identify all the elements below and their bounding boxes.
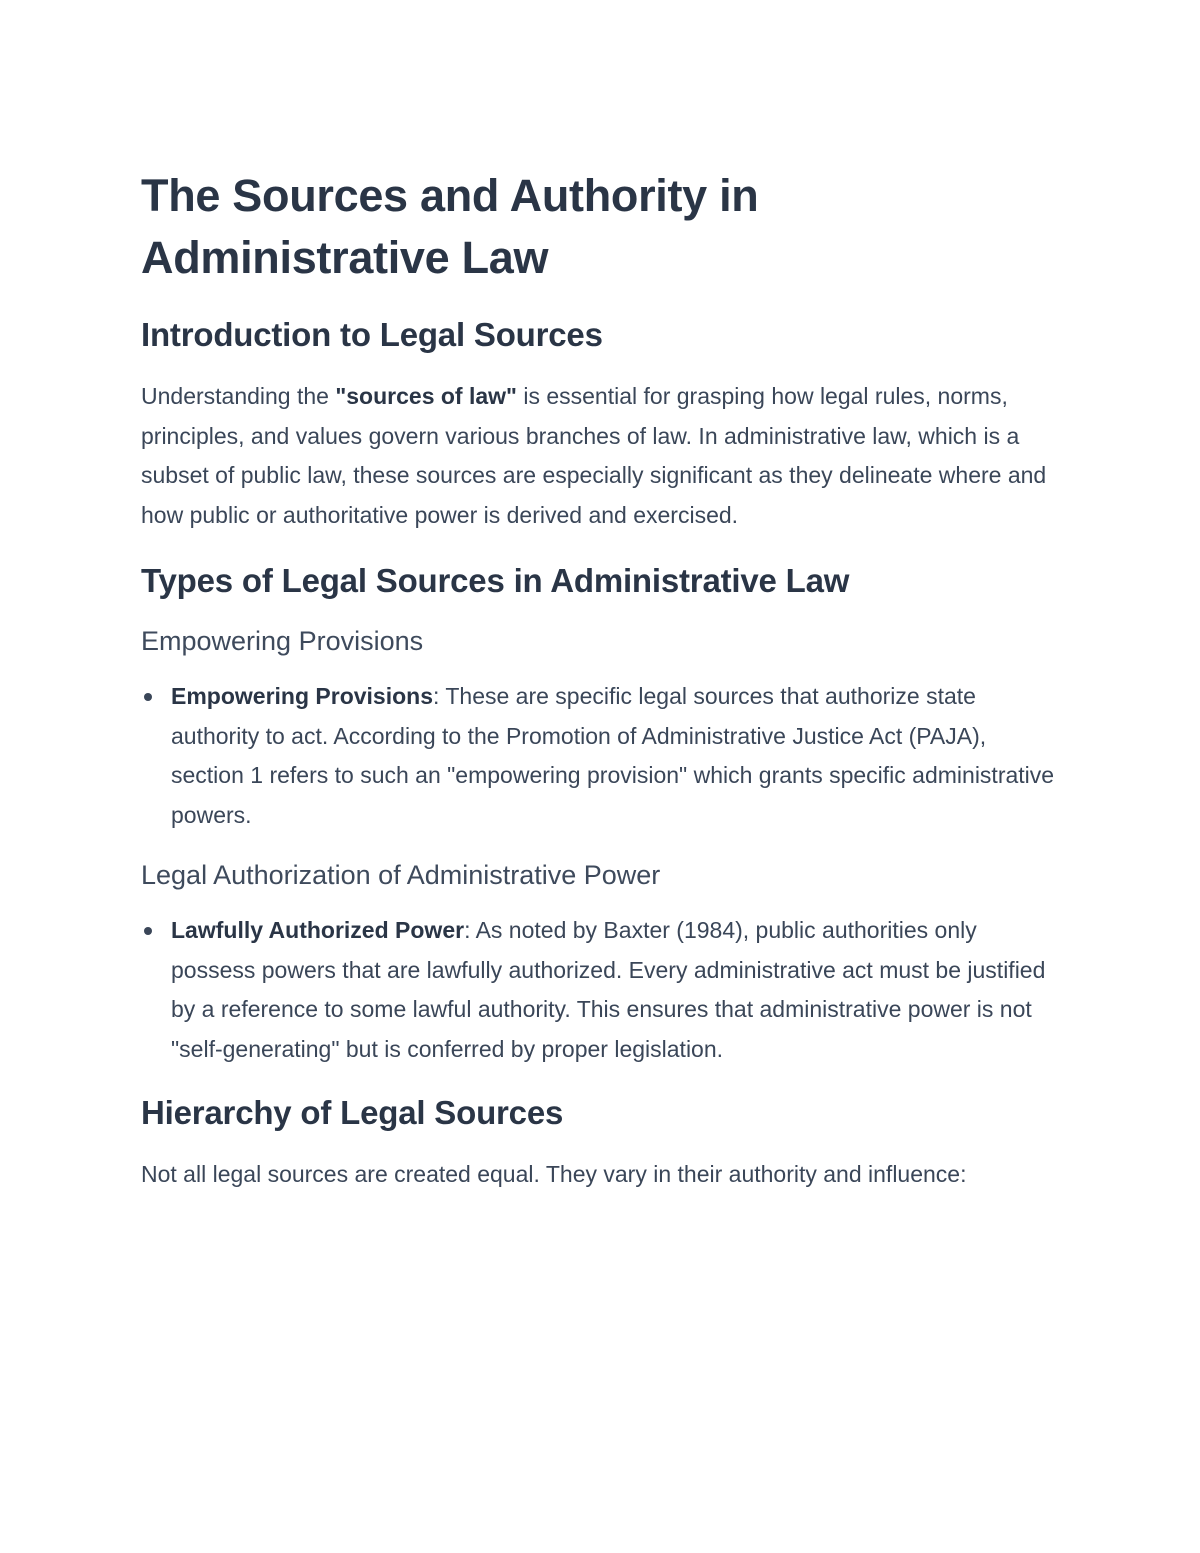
authorization-subheading: Legal Authorization of Administrative Power — [141, 860, 661, 890]
bullet-icon — [144, 927, 152, 935]
empowering-subheading: Empowering Provisions — [141, 626, 424, 656]
intro-section — [141, 313, 1061, 535]
intro-bold-term: "sources of law" — [335, 383, 517, 409]
intro-text-before: Understanding the — [141, 383, 336, 409]
hierarchy-section — [141, 1091, 1061, 1195]
hierarchy-heading: Hierarchy of Legal Sources — [141, 1094, 564, 1131]
bullet-label: Empowering Provisions — [171, 683, 433, 709]
authorization-list — [141, 911, 1061, 1069]
document-page — [141, 165, 1061, 1219]
intro-paragraph — [141, 377, 1061, 535]
bullet-icon — [144, 693, 152, 701]
intro-text-after: is essential for grasping how legal rules, norms, principles, and values govern various branches of law. In administrative law, which is a subset of public law, these sources are especially significant as they delineate where and how public or authoritative power is derived and exercised. — [141, 383, 1047, 528]
types-section — [141, 559, 1061, 1069]
types-heading: Types of Legal Sources in Administrative Law — [141, 562, 850, 599]
empowering-list — [141, 677, 1061, 835]
bullet-text: : These are specific legal sources that authorize state authority to act. According to the Promotion of Administrative Justice Act (PAJA), section 1 refers to such an "empowering provision" which grants specific administrative powers. — [171, 683, 1055, 828]
list-item — [141, 911, 1061, 1069]
bullet-label: Lawfully Authorized Power — [171, 917, 465, 943]
intro-heading: Introduction to Legal Sources — [141, 316, 603, 353]
list-item — [141, 677, 1061, 835]
bullet-text: : As noted by Baxter (1984), public authorities only possess powers that are lawfully authorized. Every administrative act must be justified by a reference to some lawful authority. This ensures that administrative power is not "self-generating" but is conferred by proper legislation. — [171, 917, 1046, 1062]
hierarchy-paragraph: Not all legal sources are created equal. They vary in their authority and influence: — [141, 1161, 967, 1187]
document-title: The Sources and Authority in Administrative Law — [141, 170, 759, 283]
